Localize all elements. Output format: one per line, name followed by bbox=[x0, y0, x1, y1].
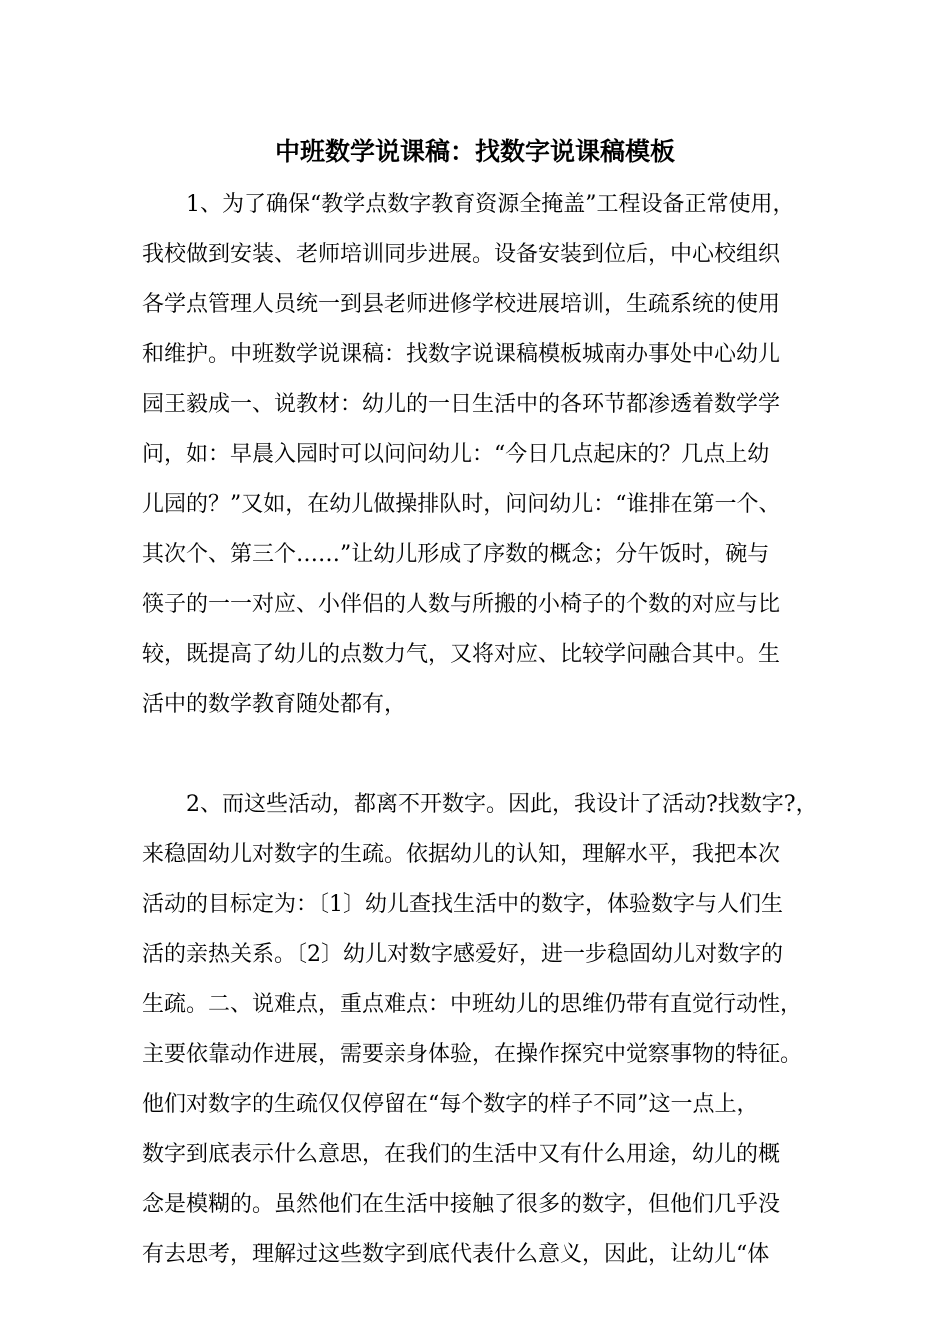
text-line: 问，如：早晨入园时可以问问幼儿：“今日几点起床的？几点上幼 bbox=[142, 442, 770, 467]
text-line: 活动的目标定为：〔1〕幼儿查找生活中的数字，体验数字与人们生 bbox=[142, 892, 783, 917]
text-line: 数字到底表示什么意思，在我们的生活中又有什么用途，幼儿的概 bbox=[142, 1142, 781, 1167]
text-line: 有去思考，理解过这些数字到底代表什么意义，因此，让幼儿“体 bbox=[142, 1242, 770, 1267]
document-title: 中班数学说课稿：找数字说课稿模板 bbox=[274, 137, 675, 166]
text-line: 活中的数学教育随处都有， bbox=[142, 692, 407, 717]
text-line: 园王毅成一、说教材：幼儿的一日生活中的各环节都渗透着数学学 bbox=[142, 392, 781, 417]
text-line: 较，既提高了幼儿的点数力气，又将对应、比较学问融合其中。生 bbox=[142, 642, 781, 667]
paragraph-1 bbox=[142, 180, 822, 730]
text-line: 念是模糊的。虽然他们在生活中接触了很多的数字，但他们几乎没 bbox=[142, 1192, 781, 1217]
text-line: 1、为了确保“教学点数字教育资源全掩盖”工程设备正常使用， bbox=[142, 192, 795, 217]
paragraph-2 bbox=[142, 780, 822, 1280]
text-line: 主要依靠动作进展，需要亲身体验，在操作探究中觉察事物的特征。 bbox=[142, 1042, 803, 1067]
text-line: 其次个、第三个……”让幼儿形成了序数的概念；分午饭时，碗与 bbox=[142, 542, 770, 567]
text-line: 各学点管理人员统一到县老师进修学校进展培训，生疏系统的使用 bbox=[142, 292, 781, 317]
text-line: 2、而这些活动，都离不开数字。因此，我设计了活动?找数字?， bbox=[142, 792, 818, 817]
text-line: 和维护。中班数学说课稿：找数字说课稿模板城南办事处中心幼儿 bbox=[142, 342, 781, 367]
text-line: 他们对数字的生疏仅仅停留在“每个数字的样子不同”这一点上， bbox=[142, 1092, 759, 1117]
text-line: 活的亲热关系。〔2〕幼儿对数字感爱好，进一步稳固幼儿对数字的 bbox=[142, 942, 783, 967]
text-line: 我校做到安装、老师培训同步进展。设备安装到位后，中心校组织 bbox=[142, 242, 781, 267]
text-line: 来稳固幼儿对数字的生疏。依据幼儿的认知，理解水平，我把本次 bbox=[142, 842, 781, 867]
text-line: 筷子的一一对应、小伴侣的人数与所搬的小椅子的个数的对应与比 bbox=[142, 592, 781, 617]
text-line: 生疏。二、说难点，重点难点：中班幼儿的思维仍带有直觉行动性， bbox=[142, 992, 803, 1017]
text-line: 儿园的？”又如，在幼儿做操排队时，问问幼儿：“谁排在第一个、 bbox=[142, 492, 781, 517]
